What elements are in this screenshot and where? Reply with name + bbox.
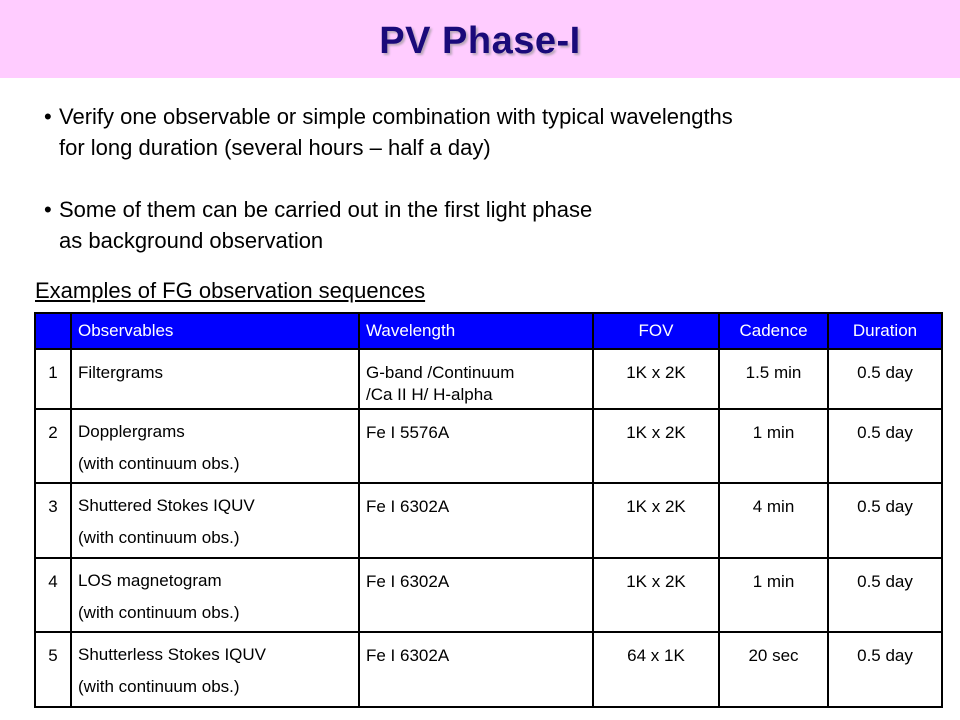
table-caption: Examples of FG observation sequences bbox=[35, 278, 426, 303]
row-number: 1 bbox=[35, 349, 71, 409]
observables-line: Shutterless Stokes IQUV bbox=[78, 645, 267, 665]
observables-line: Filtergrams bbox=[78, 363, 164, 382]
row-number: 5 bbox=[35, 632, 71, 707]
observables-line: (with continuum obs.) bbox=[78, 677, 240, 697]
bullet-line: for long duration (several hours – half a day) bbox=[59, 135, 491, 160]
observables-line: (with continuum obs.) bbox=[78, 454, 240, 473]
row-number: 3 bbox=[35, 483, 71, 557]
wavelength-line: Fe I 5576A bbox=[366, 423, 450, 442]
observables-cell bbox=[71, 409, 359, 483]
row-number: 2 bbox=[35, 409, 71, 483]
fov-cell: 64 x 1K bbox=[593, 632, 719, 707]
header-cadence: Cadence bbox=[719, 313, 828, 349]
bullet-line: Some of them can be carried out in the first light phase bbox=[59, 197, 593, 222]
bullet-dot: • bbox=[44, 197, 52, 222]
fov-cell: 1K x 2K bbox=[593, 409, 719, 483]
observables-cell bbox=[71, 483, 359, 557]
bullet-line: Verify one observable or simple combination with typical wavelengths bbox=[59, 104, 733, 129]
header-number bbox=[35, 313, 71, 349]
duration-cell: 0.5 day bbox=[828, 558, 942, 632]
wavelength-cell bbox=[359, 409, 593, 483]
cadence-cell: 4 min bbox=[719, 483, 828, 557]
duration-cell: 0.5 day bbox=[828, 349, 942, 409]
table-header-row bbox=[35, 313, 942, 349]
observables-cell bbox=[71, 632, 359, 707]
wavelength-line: Fe I 6302A bbox=[366, 571, 450, 591]
observation-sequence-table bbox=[34, 312, 943, 708]
observables-line: LOS magnetogram bbox=[78, 570, 222, 590]
cadence-cell: 1 min bbox=[719, 558, 828, 632]
wavelength-cell bbox=[359, 558, 593, 632]
table-row bbox=[35, 632, 942, 707]
header-fov: FOV bbox=[593, 313, 719, 349]
header-wavelength: Wavelength bbox=[359, 313, 593, 349]
bullet-dot: • bbox=[44, 104, 52, 129]
duration-cell: 0.5 day bbox=[828, 483, 942, 557]
observables-line: (with continuum obs.) bbox=[78, 528, 240, 548]
duration-cell: 0.5 day bbox=[828, 409, 942, 483]
observables-line: Dopplergrams bbox=[78, 422, 185, 441]
fov-cell: 1K x 2K bbox=[593, 558, 719, 632]
duration-cell: 0.5 day bbox=[828, 632, 942, 707]
table-row bbox=[35, 409, 942, 483]
wavelength-line: Fe I 6302A bbox=[366, 646, 450, 666]
header-observables: Observables bbox=[71, 313, 359, 349]
wavelength-line: Fe I 6302A bbox=[366, 497, 450, 517]
wavelength-cell bbox=[359, 349, 593, 409]
table-row bbox=[35, 558, 942, 632]
fov-cell: 1K x 2K bbox=[593, 483, 719, 557]
bullet-item bbox=[42, 101, 922, 163]
header-duration: Duration bbox=[828, 313, 942, 349]
cadence-cell: 1 min bbox=[719, 409, 828, 483]
row-number: 4 bbox=[35, 558, 71, 632]
slide-title: PV Phase-I bbox=[379, 20, 581, 62]
cadence-cell: 1.5 min bbox=[719, 349, 828, 409]
wavelength-cell bbox=[359, 632, 593, 707]
observables-cell bbox=[71, 558, 359, 632]
observables-line: (with continuum obs.) bbox=[78, 602, 240, 622]
wavelength-line: G-band /Continuum bbox=[366, 363, 515, 382]
bullet-line: as background observation bbox=[59, 228, 324, 253]
bullet-list bbox=[42, 101, 922, 256]
table-row bbox=[35, 483, 942, 557]
table-row bbox=[35, 349, 942, 409]
cadence-cell: 20 sec bbox=[719, 632, 828, 707]
wavelength-cell bbox=[359, 483, 593, 557]
observables-cell bbox=[71, 349, 359, 409]
bullet-item bbox=[42, 194, 922, 256]
observables-line: Shuttered Stokes IQUV bbox=[78, 496, 255, 516]
wavelength-line: /Ca II H/ H-alpha bbox=[366, 385, 493, 404]
fov-cell: 1K x 2K bbox=[593, 349, 719, 409]
